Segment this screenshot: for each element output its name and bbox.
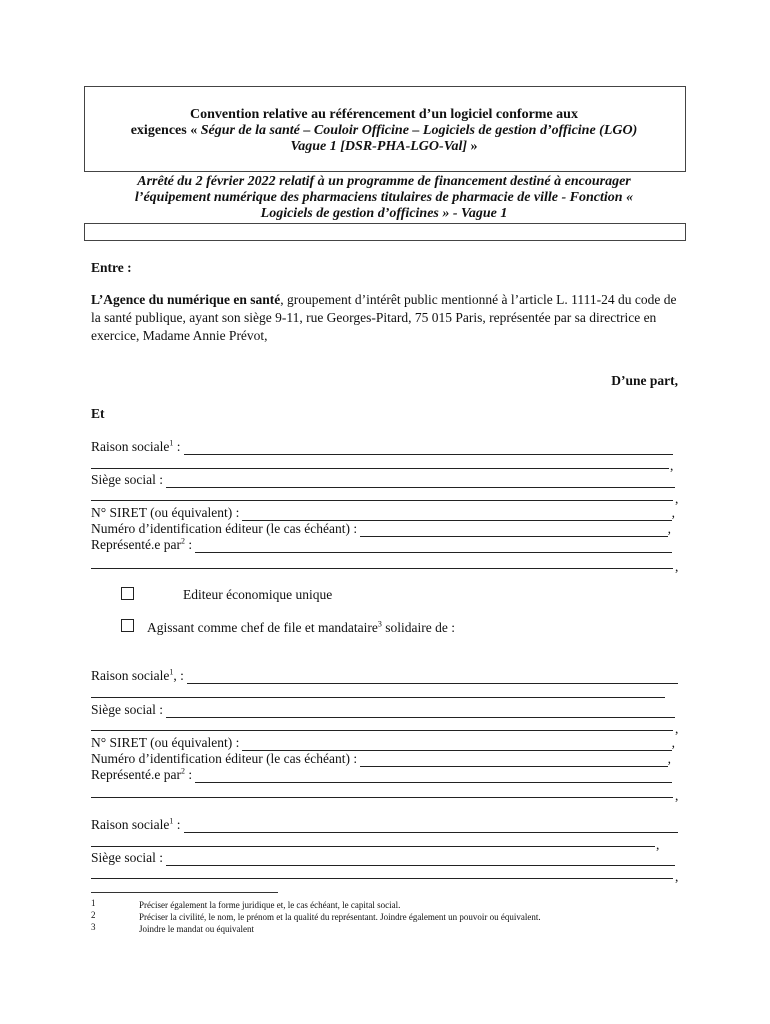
- footnote-2-num: 2: [91, 910, 96, 920]
- agence-paragraph: [91, 291, 683, 345]
- represente-field-1[interactable]: [91, 537, 672, 553]
- comma: ,: [671, 505, 675, 520]
- raison-sociale-cont-line-3[interactable]: [91, 846, 655, 847]
- raison-sociale-label-1: Raison sociale$^1$ :: [91, 438, 181, 454]
- numero-id-label-2: Numéro d’identification éditeur (le cas échéant) :: [91, 751, 358, 766]
- entre-label: Entre :: [91, 260, 132, 275]
- comma: ,: [675, 491, 679, 506]
- siret-line-2[interactable]: [242, 738, 671, 751]
- represente-cont-line-2[interactable]: [91, 797, 673, 798]
- comma: ,: [670, 458, 674, 473]
- siret-field-1[interactable]: [91, 505, 675, 521]
- siret-line-1[interactable]: [242, 508, 671, 521]
- represente-label-2: Représenté.e par$^2$ :: [91, 766, 193, 782]
- siege-social-line-3[interactable]: [166, 853, 675, 866]
- title-line-2-prefix: exigences «: [130, 123, 201, 138]
- footnote-1-num: 1: [91, 898, 96, 908]
- agence-name: L’Agence du numérique en santé: [91, 292, 281, 307]
- editeur-unique-label: Editeur économique unique: [183, 587, 333, 602]
- title-line-2: [84, 123, 684, 139]
- raison-sociale-label-2: Raison sociale$^1$, :: [91, 667, 184, 683]
- arrete-bottom-box: [84, 223, 686, 241]
- arrete-line-1: Arrêté du 2 février 2022 relatif à un programme de financement destiné à encourager: [137, 174, 631, 189]
- siege-social-line-2[interactable]: [166, 705, 675, 718]
- arrete-line-2: l’équipement numérique des pharmaciens titulaires de pharmacie de ville - Fonction «: [134, 190, 634, 205]
- footnote-1-text: Préciser également la forme juridique et, le cas échéant, le capital social.: [139, 900, 401, 910]
- siret-label-2: N° SIRET (ou équivalent) :: [91, 735, 240, 750]
- agence-description: , groupement d’intérêt public mentionné à l’article L. 1111-24 du code de la santé publique, ayant son siège 9-11, rue Georges-Pitard, 75 015 Paris, représentée par sa directrice en exercice, Madame Annie Prévot,: [91, 292, 677, 343]
- raison-sociale-line-1[interactable]: [184, 442, 674, 455]
- siege-social-label-2: Siège social :: [91, 702, 163, 717]
- numero-id-field-1[interactable]: [91, 521, 671, 537]
- raison-sociale-line-2[interactable]: [187, 671, 678, 684]
- footnote-3-text: Joindre le mandat ou équivalent: [139, 924, 254, 934]
- comma: ,: [675, 559, 679, 574]
- siege-social-cont-line-2[interactable]: [91, 730, 673, 731]
- raison-sociale-field-1[interactable]: [91, 439, 673, 455]
- comma: ,: [675, 721, 679, 736]
- represente-line-1[interactable]: [195, 540, 672, 553]
- footnote-3-num: 3: [91, 922, 96, 932]
- comma: ,: [667, 521, 671, 536]
- raison-sociale-label-3: Raison sociale$^1$ :: [91, 816, 181, 832]
- comma: ,: [675, 788, 679, 803]
- dune-part: D’une part,: [611, 373, 678, 388]
- comma: ,: [675, 869, 679, 884]
- raison-sociale-line-3[interactable]: [184, 820, 679, 833]
- siege-social-cont-line-1[interactable]: [91, 500, 673, 501]
- siege-social-field-2[interactable]: [91, 702, 675, 718]
- numero-id-line-1[interactable]: [360, 524, 667, 537]
- raison-sociale-cont-line-2[interactable]: [91, 697, 665, 698]
- numero-id-field-2[interactable]: [91, 751, 671, 767]
- siege-social-label-1: Siège social :: [91, 472, 163, 487]
- footnote-2-text: Préciser la civilité, le nom, le prénom et la qualité du représentant. Joindre également un pouvoir ou équivalent.: [139, 912, 541, 922]
- editeur-unique-checkbox[interactable]: [121, 587, 134, 600]
- raison-sociale-field-3[interactable]: [91, 817, 678, 833]
- footnote-separator: [91, 892, 278, 893]
- comma: ,: [656, 837, 660, 852]
- title-line-3-suffix: »: [467, 139, 478, 154]
- siege-social-line-1[interactable]: [166, 475, 675, 488]
- title-line-2-italic: Ségur de la santé – Couloir Officine – Logiciels de gestion d’officine (LGO): [200, 123, 638, 138]
- siret-label-1: N° SIRET (ou équivalent) :: [91, 505, 240, 520]
- comma: ,: [667, 751, 671, 766]
- numero-id-label-1: Numéro d’identification éditeur (le cas échéant) :: [91, 521, 358, 536]
- represente-label-1: Représenté.e par$^2$ :: [91, 536, 193, 552]
- siege-social-label-3: Siège social :: [91, 850, 163, 865]
- title-line-3: [84, 139, 684, 155]
- siege-social-field-3[interactable]: [91, 850, 675, 866]
- agissant-checkbox[interactable]: [121, 619, 134, 632]
- represente-field-2[interactable]: [91, 767, 672, 783]
- represente-line-2[interactable]: [195, 770, 672, 783]
- title-line-1: Convention relative au référencement d’un logiciel conforme aux: [190, 107, 578, 122]
- arrete-line-3: Logiciels de gestion d’officines » - Vague 1: [260, 206, 508, 221]
- siret-field-2[interactable]: [91, 735, 675, 751]
- raison-sociale-field-2[interactable]: [91, 668, 678, 684]
- siege-social-cont-line-3[interactable]: [91, 878, 673, 879]
- agissant-label: Agissant comme chef de file et mandataire$^3$ solidaire de :: [147, 619, 456, 635]
- siege-social-field-1[interactable]: [91, 472, 675, 488]
- et-label: Et: [91, 406, 105, 421]
- represente-cont-line-1[interactable]: [91, 568, 673, 569]
- raison-sociale-cont-line-1[interactable]: [91, 468, 669, 469]
- title-line-3-italic: Vague 1 [DSR-PHA-LGO-Val]: [290, 139, 468, 154]
- comma: ,: [671, 735, 675, 750]
- numero-id-line-2[interactable]: [360, 754, 667, 767]
